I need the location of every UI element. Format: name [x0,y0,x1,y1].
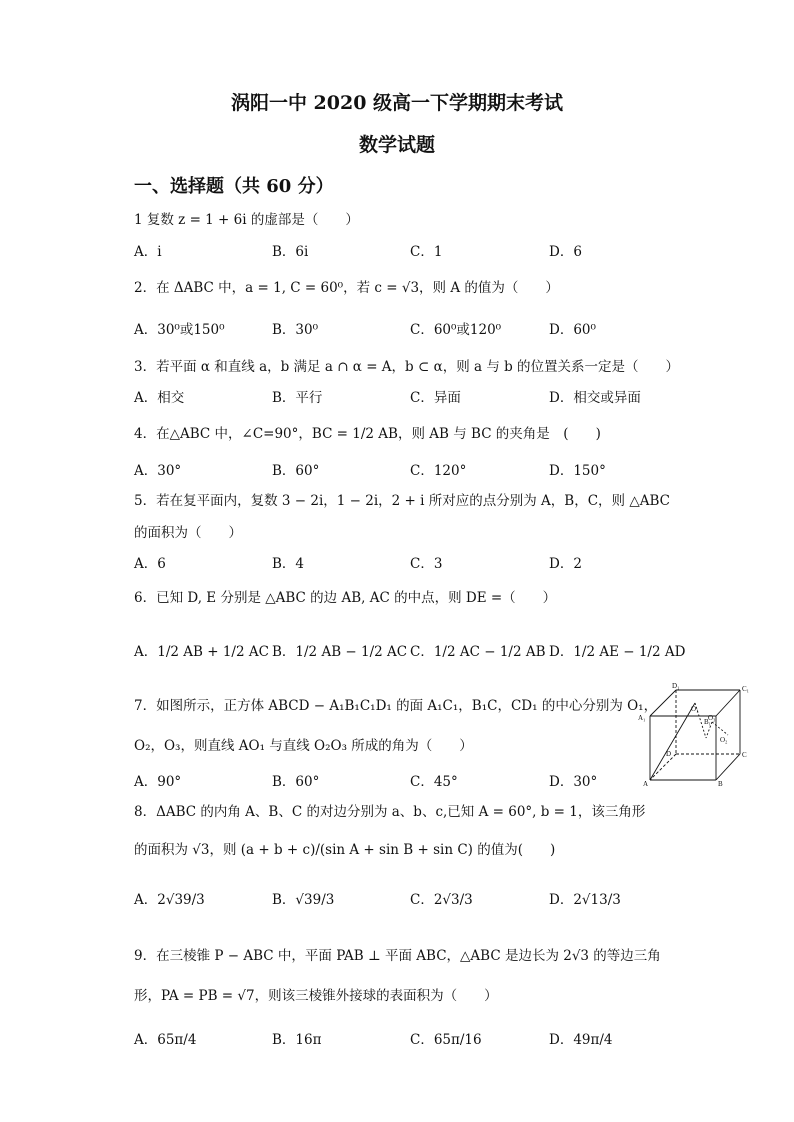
q2-option-b: B．30⁰ [272,322,319,338]
q1-option-b: B．6i [272,244,309,260]
q4-option-b: B．60° [272,463,320,479]
fig-label-d: D [666,750,672,758]
q2-option-d: D．60⁰ [549,322,596,338]
q6-option-c: C．1/2 AC − 1/2 AB [410,644,546,660]
exam-title: 涡阳一中 2020 级高一下学期期末考试 [230,92,564,114]
q3-option-a: A．相交 [134,390,185,406]
q1-option-c: C．1 [410,244,443,260]
fig-label-d1: D₁ [672,682,680,690]
question-7-stem-line2: O₂，O₃，则直线 AO₁ 与直线 O₂O₃ 所成的角为（ ） [134,738,473,754]
fig-label-b1: B₁ [704,718,712,726]
q6-option-b: B．1/2 AB − 1/2 AC [272,644,408,660]
q4-option-d: D．150° [549,463,606,479]
question-2-stem: 2．在 ΔABC 中，a = 1, C = 60⁰，若 c = √3，则 A 的值为（ ） [134,280,559,296]
q3-option-b: B．平行 [272,390,323,406]
cube-figure [636,682,756,788]
q7-option-b: B．60° [272,774,320,790]
q6-option-d: D．1/2 AE − 1/2 AD [549,644,686,660]
fig-label-o3: O₃ [708,714,716,722]
question-6-stem: 6．已知 D, E 分别是 △ABC 的边 AB, AC 的中点，则 DE =（ ） [134,590,557,606]
q5-option-d: D．2 [549,556,582,572]
q8-option-a: A．2√39/3 [134,892,205,908]
q5-option-c: C．3 [410,556,443,572]
section-title: 一、选择题（共 60 分） [134,176,334,197]
question-5-stem-line1: 5．若在复平面内，复数 3 − 2i，1 − 2i，2 + i 所对应的点分别为 A，B，C，则 △ABC [134,493,670,509]
fig-label-b: B [718,780,723,788]
q7-option-a: A．90° [134,774,182,790]
q3-option-c: C．异面 [410,390,461,406]
q8-option-c: C．2√3/3 [410,892,473,908]
question-7-stem-line1: 7．如图所示，正方体 ABCD − A₁B₁C₁D₁ 的面 A₁C₁，B₁C，CD₁ 的中心分别为 O₁， [134,698,658,714]
q4-option-a: A．30° [134,463,182,479]
question-5-stem-line2: 的面积为（ ） [134,525,242,541]
question-8-stem-line2: 的面积为 √3，则 (a + b + c)/(sin A + sin B + sin C) 的值为( ) [134,842,556,858]
exam-subtitle: 数学试题 [358,134,435,156]
fig-label-o2: O₂ [720,736,728,744]
q7-option-c: C．45° [410,774,458,790]
q4-option-c: C．120° [410,463,467,479]
q9-option-b: B．16π [272,1032,322,1048]
fig-label-a: A [643,780,649,788]
q9-option-d: D．49π/4 [549,1032,613,1048]
fig-label-o1: O₁ [691,705,699,713]
question-9-stem-line1: 9．在三棱锥 P − ABC 中，平面 PAB ⊥ 平面 ABC，△ABC 是边长为 2√3 的等边三角 [134,948,661,964]
q5-option-b: B．4 [272,556,305,572]
q5-option-a: A．6 [134,556,166,572]
question-4-stem: 4．在△ABC 中，∠C=90°，BC = 1/2 AB，则 AB 与 BC 的夹角是 ( ) [134,426,601,442]
fig-label-c: C [742,751,747,759]
q6-option-a: A．1/2 AB + 1/2 AC [134,644,269,660]
question-3-stem: 3．若平面 α 和直线 a，b 满足 a ∩ α = A，b ⊂ α，则 a 与 b 的位置关系一定是（ ） [134,359,680,375]
question-1-stem: 1 复数 z = 1 + 6i 的虚部是（ ） [134,212,359,228]
question-8-stem-line1: 8．ΔABC 的内角 A、B、C 的对边分别为 a、b、c,已知 A = 60°, b = 1，该三角形 [134,804,646,820]
q9-option-a: A．65π/4 [134,1032,197,1048]
q3-option-d: D．相交或异面 [549,390,641,406]
q9-option-c: C．65π/16 [410,1032,482,1048]
q1-option-a: A．i [134,244,162,260]
fig-label-c1: C₁ [742,685,750,693]
q2-option-a: A．30⁰或150⁰ [134,322,225,338]
q8-option-d: D．2√13/3 [549,892,621,908]
question-9-stem-line2: 形，PA = PB = √7，则该三棱锥外接球的表面积为（ ） [134,988,498,1004]
q1-option-d: D．6 [549,244,582,260]
q8-option-b: B．√39/3 [272,892,335,908]
q7-option-d: D．30° [549,774,598,790]
fig-label-a1: A₁ [638,714,646,722]
q2-option-c: C．60⁰或120⁰ [410,322,502,338]
